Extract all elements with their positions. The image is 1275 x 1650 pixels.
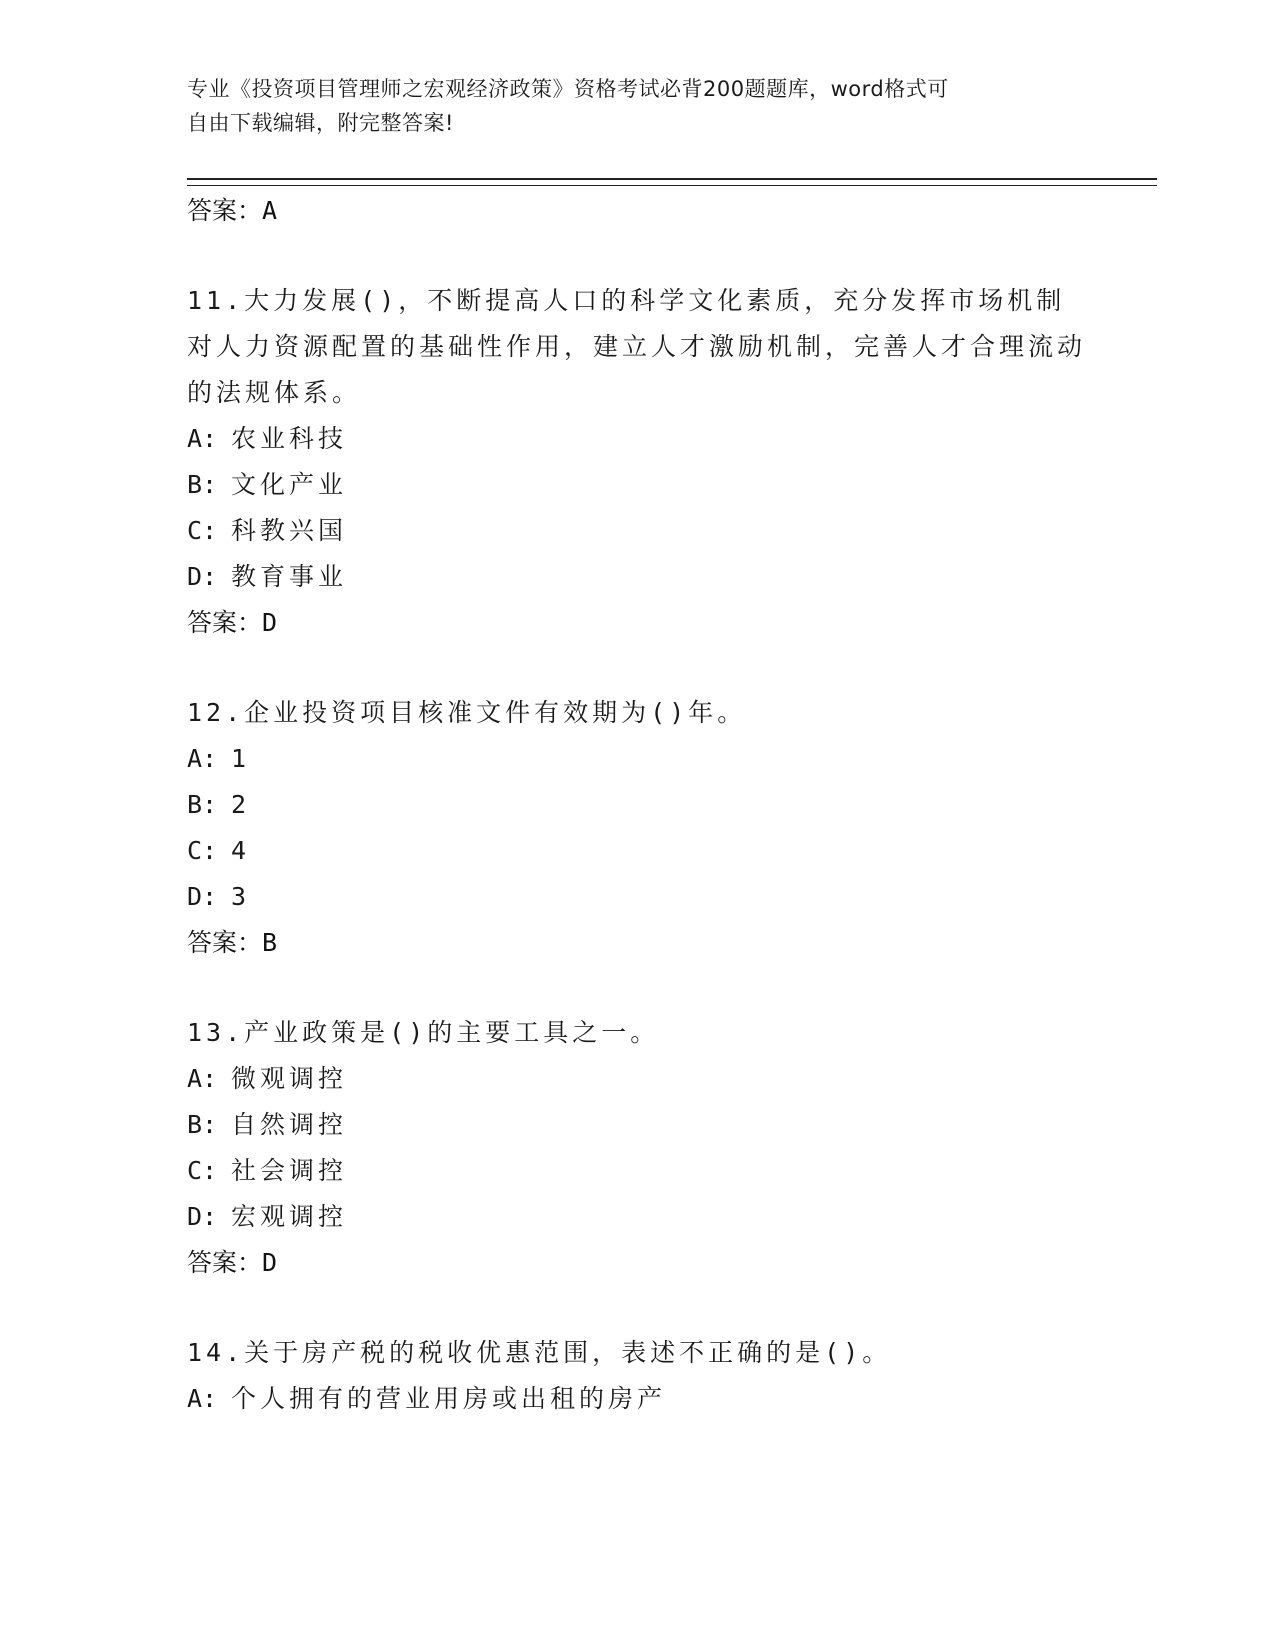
- option-key: C:: [187, 1156, 218, 1185]
- answer-13: [187, 1240, 1147, 1286]
- option-text: 教育事业: [231, 562, 348, 591]
- option-c: [187, 1148, 1147, 1194]
- option-text: 微观调控: [231, 1064, 348, 1093]
- answer-label: 答案：: [187, 608, 263, 637]
- question-text: 12.企业投资项目核准文件有效期为()年。: [187, 698, 747, 727]
- question-text: 11.大力发展()，不断提高人口的科学文化素质，充分发挥市场机制对人力资源配置的基础性作用，建立人才激励机制，完善人才合理流动的法规体系。: [187, 286, 1087, 407]
- option-text: 2: [231, 790, 251, 819]
- answer-12: [187, 920, 1147, 966]
- option-key: C:: [187, 516, 218, 545]
- option-text: 农业科技: [231, 424, 348, 453]
- document-body: [187, 188, 1147, 1422]
- option-text: 自然调控: [231, 1110, 348, 1139]
- question-12: [187, 690, 1147, 966]
- question-text: 13.产业政策是()的主要工具之一。: [187, 1018, 660, 1047]
- option-text: 社会调控: [231, 1156, 348, 1185]
- option-d: [187, 1194, 1147, 1240]
- option-a: [187, 416, 1147, 462]
- question-text: 14.关于房产税的税收优惠范围，表述不正确的是()。: [187, 1338, 892, 1367]
- option-b: [187, 462, 1147, 508]
- option-text: 4: [231, 836, 251, 865]
- header-title-line-1: 专业《投资项目管理师之宏观经济政策》资格考试必背200题题库，word格式可: [187, 77, 949, 101]
- option-key: D:: [187, 1202, 218, 1231]
- option-key: D:: [187, 882, 218, 911]
- option-text: 科教兴国: [231, 516, 348, 545]
- answer-label: 答案：: [187, 196, 263, 225]
- option-key: C:: [187, 836, 218, 865]
- option-key: A:: [187, 1384, 218, 1413]
- question-11: [187, 278, 1147, 646]
- option-a: [187, 1376, 1147, 1422]
- option-text: 文化产业: [231, 470, 348, 499]
- option-key: D:: [187, 562, 218, 591]
- answer-label: 答案：: [187, 1248, 263, 1277]
- option-key: A:: [187, 744, 218, 773]
- option-key: B:: [187, 790, 218, 819]
- option-a: [187, 736, 1147, 782]
- answer-10: [187, 188, 1147, 234]
- option-d: [187, 554, 1147, 600]
- option-key: A:: [187, 424, 218, 453]
- option-key: B:: [187, 470, 218, 499]
- option-c: [187, 508, 1147, 554]
- document-header: [187, 72, 1087, 140]
- option-b: [187, 1102, 1147, 1148]
- header-title-line-2: 自由下载编辑，附完整答案!: [187, 111, 454, 135]
- question-14: [187, 1330, 1147, 1422]
- option-text: 3: [231, 882, 251, 911]
- answer-11: [187, 600, 1147, 646]
- question-13: [187, 1010, 1147, 1286]
- answer-value: D: [262, 1248, 278, 1277]
- option-c: [187, 828, 1147, 874]
- option-text: 1: [231, 744, 251, 773]
- option-key: B:: [187, 1110, 218, 1139]
- answer-label: 答案：: [187, 928, 263, 957]
- option-a: [187, 1056, 1147, 1102]
- option-key: A:: [187, 1064, 218, 1093]
- answer-value: B: [262, 928, 278, 957]
- header-divider: [187, 178, 1157, 186]
- option-text: 宏观调控: [231, 1202, 348, 1231]
- answer-value: D: [262, 608, 278, 637]
- option-d: [187, 874, 1147, 920]
- answer-value: A: [262, 196, 278, 225]
- option-b: [187, 782, 1147, 828]
- option-text: 个人拥有的营业用房或出租的房产: [231, 1384, 667, 1413]
